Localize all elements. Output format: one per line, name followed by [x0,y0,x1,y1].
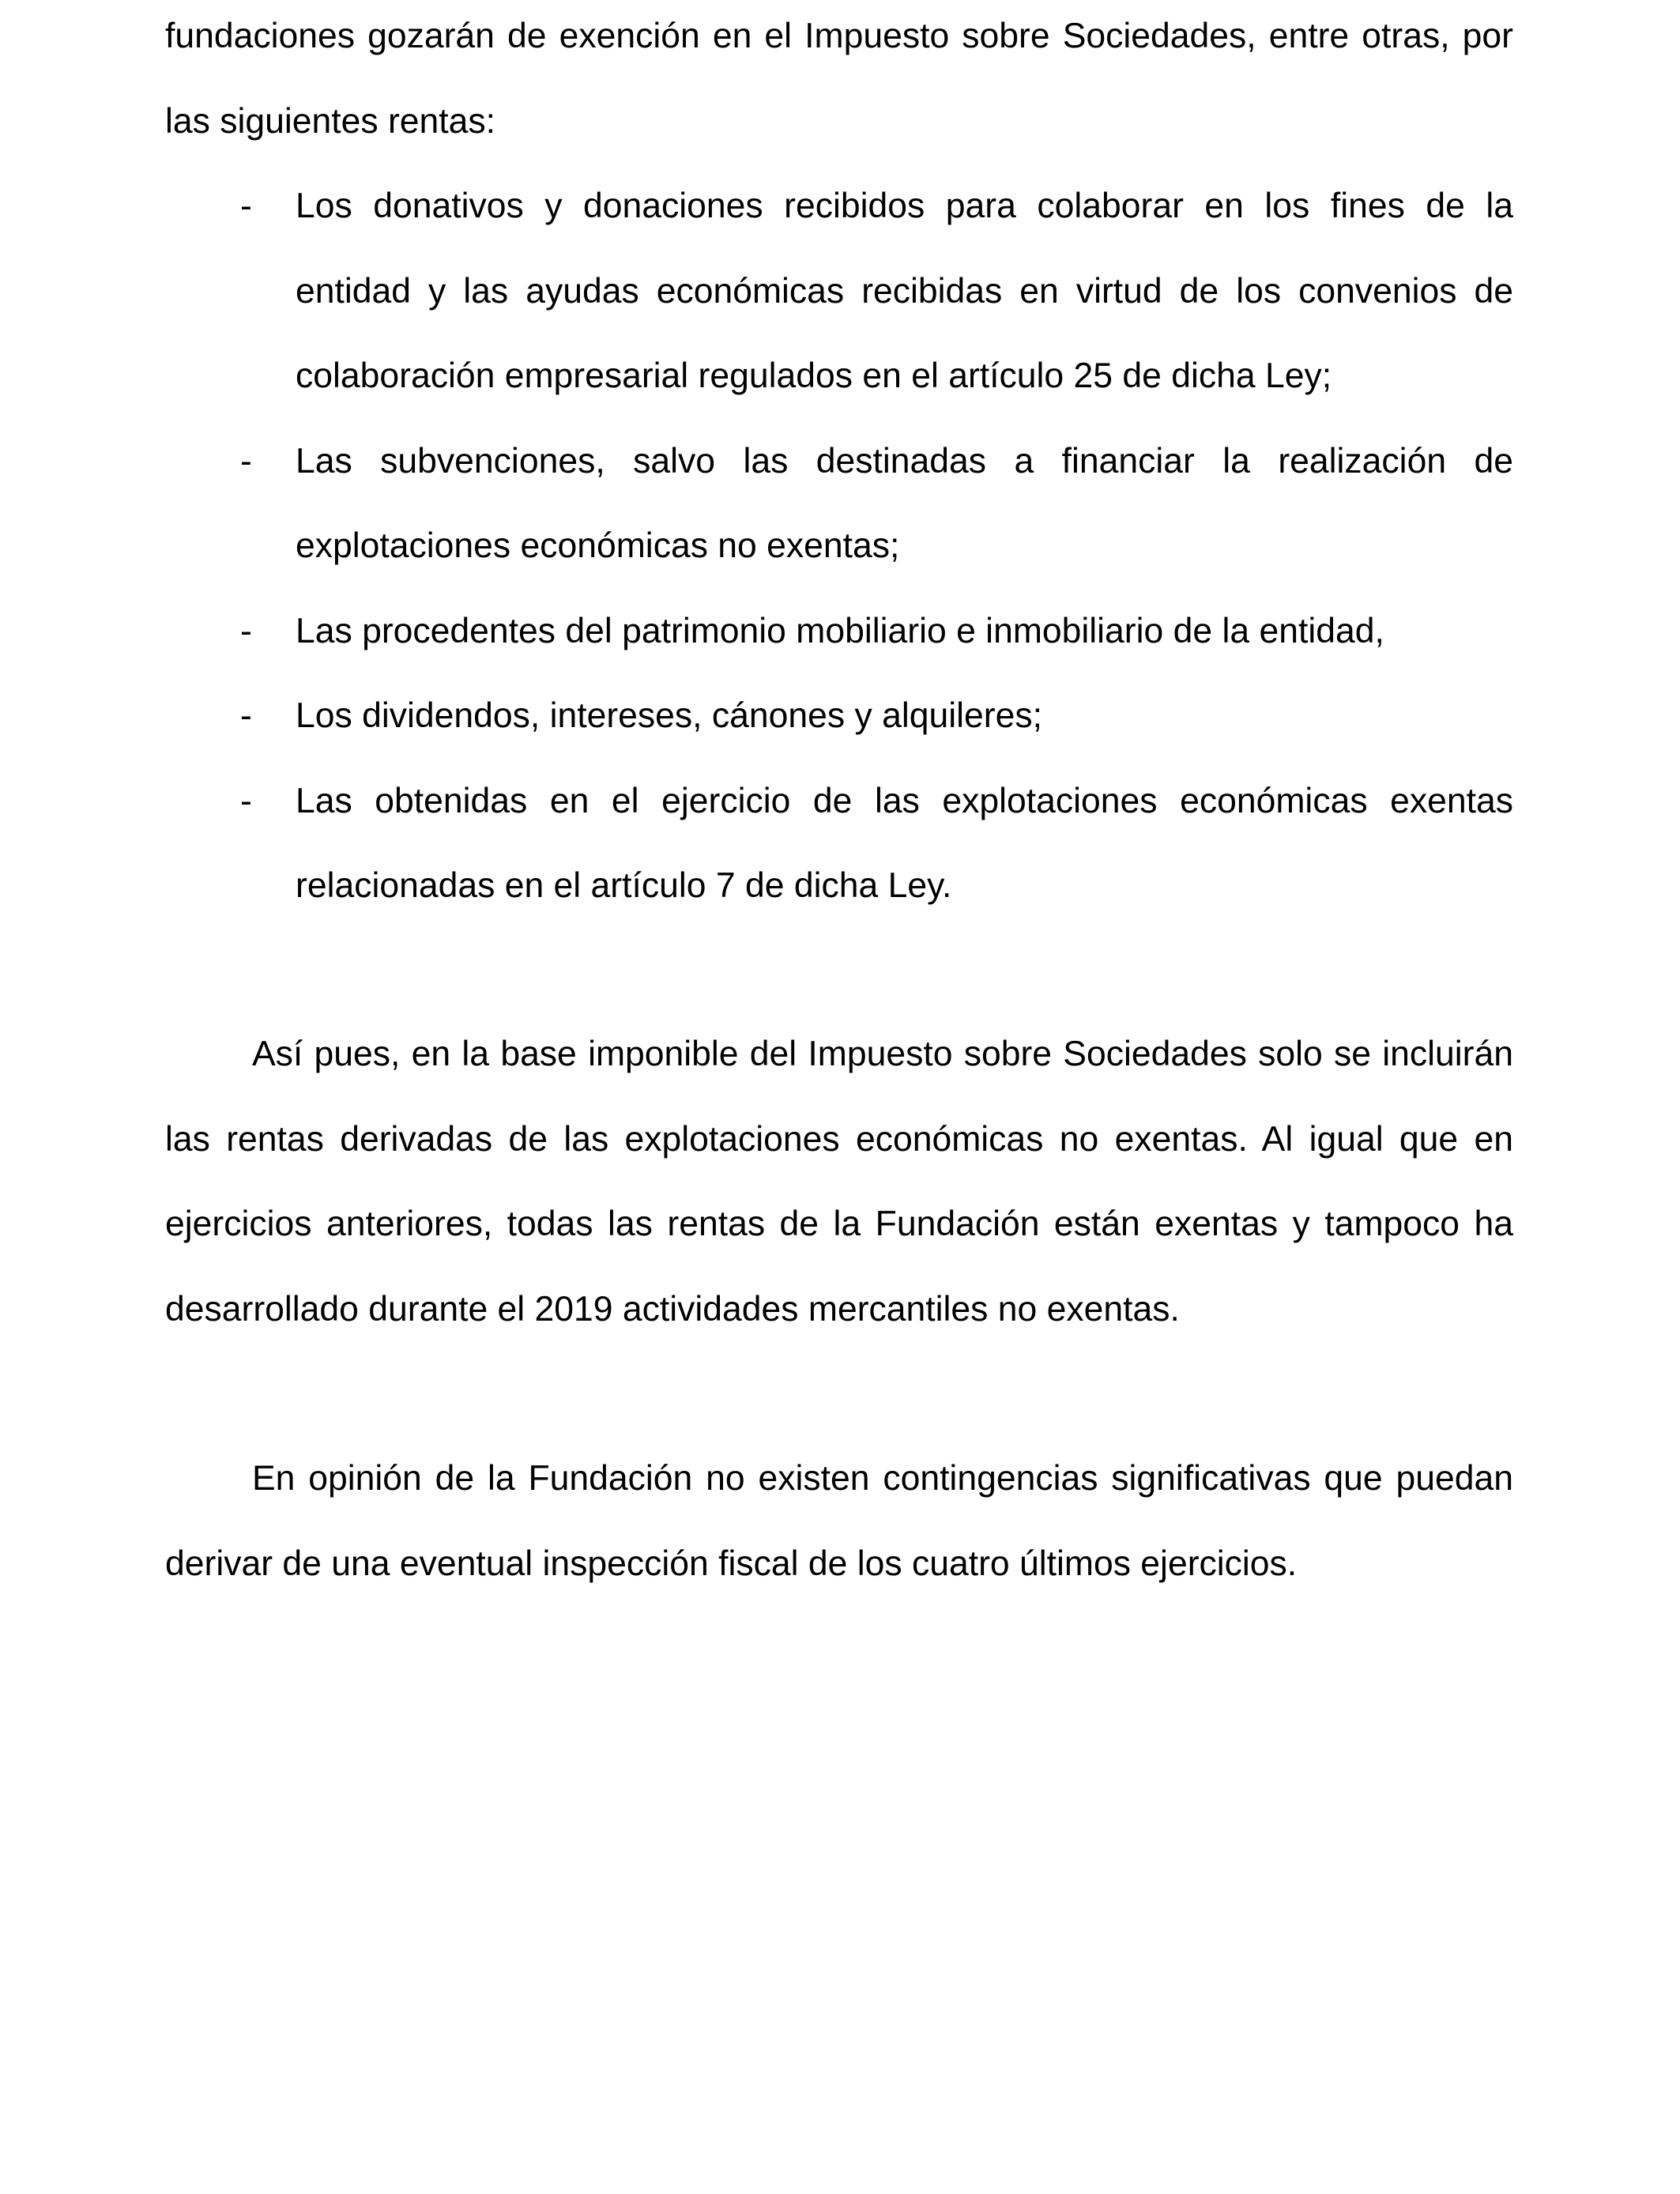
list-item-text: Los donativos y donaciones recibidos para colaborar en los fines de la entidad y las ayudas económicas recibidas en virtud de los convenios de colaboración empresarial regulados en el artículo 25 de dicha Ley; [296,187,1513,395]
list-item [165,673,1513,759]
bullet-dash: - [240,696,252,735]
tax-base-paragraph: Así pues, en la base imponible del Impuesto sobre Sociedades solo se incluirán las rentas derivadas de las explotaciones económicas no exentas. Al igual que en ejercicios anteriores, todas las rentas de la Fundación están exentas y tampoco ha desarrollado durante el 2019 actividades mercantiles no exentas. [165,1035,1513,1329]
bullet-dash: - [240,441,252,481]
exempt-income-list [165,164,1513,929]
contingencies-paragraph: En opinión de la Fundación no existen contingencias significativas que puedan derivar de una eventual inspección fiscal de los cuatro últimos ejercicios. [165,1459,1513,1583]
list-item [165,164,1513,419]
list-item-text: Las obtenidas en el ejercicio de las explotaciones económicas exentas relacionadas en el artículo 7 de dicha Ley. [296,781,1513,905]
bullet-dash: - [240,611,252,650]
list-item [165,759,1513,929]
list-item [165,589,1513,674]
bullet-dash: - [240,187,252,225]
list-item-text: Los dividendos, intereses, cánones y alquileres; [296,696,1042,735]
intro-paragraph: fundaciones gozarán de exención en el Impuesto sobre Sociedades, entre otras, por las siguientes rentas: [165,17,1513,141]
bullet-dash: - [240,781,252,820]
list-item-text: Las subvenciones, salvo las destinadas a financiar la realización de explotaciones económicas no exentas; [296,441,1513,565]
list-item-text: Las procedentes del patrimonio mobiliario e inmobiliario de la entidad, [296,611,1384,650]
list-item [165,419,1513,589]
